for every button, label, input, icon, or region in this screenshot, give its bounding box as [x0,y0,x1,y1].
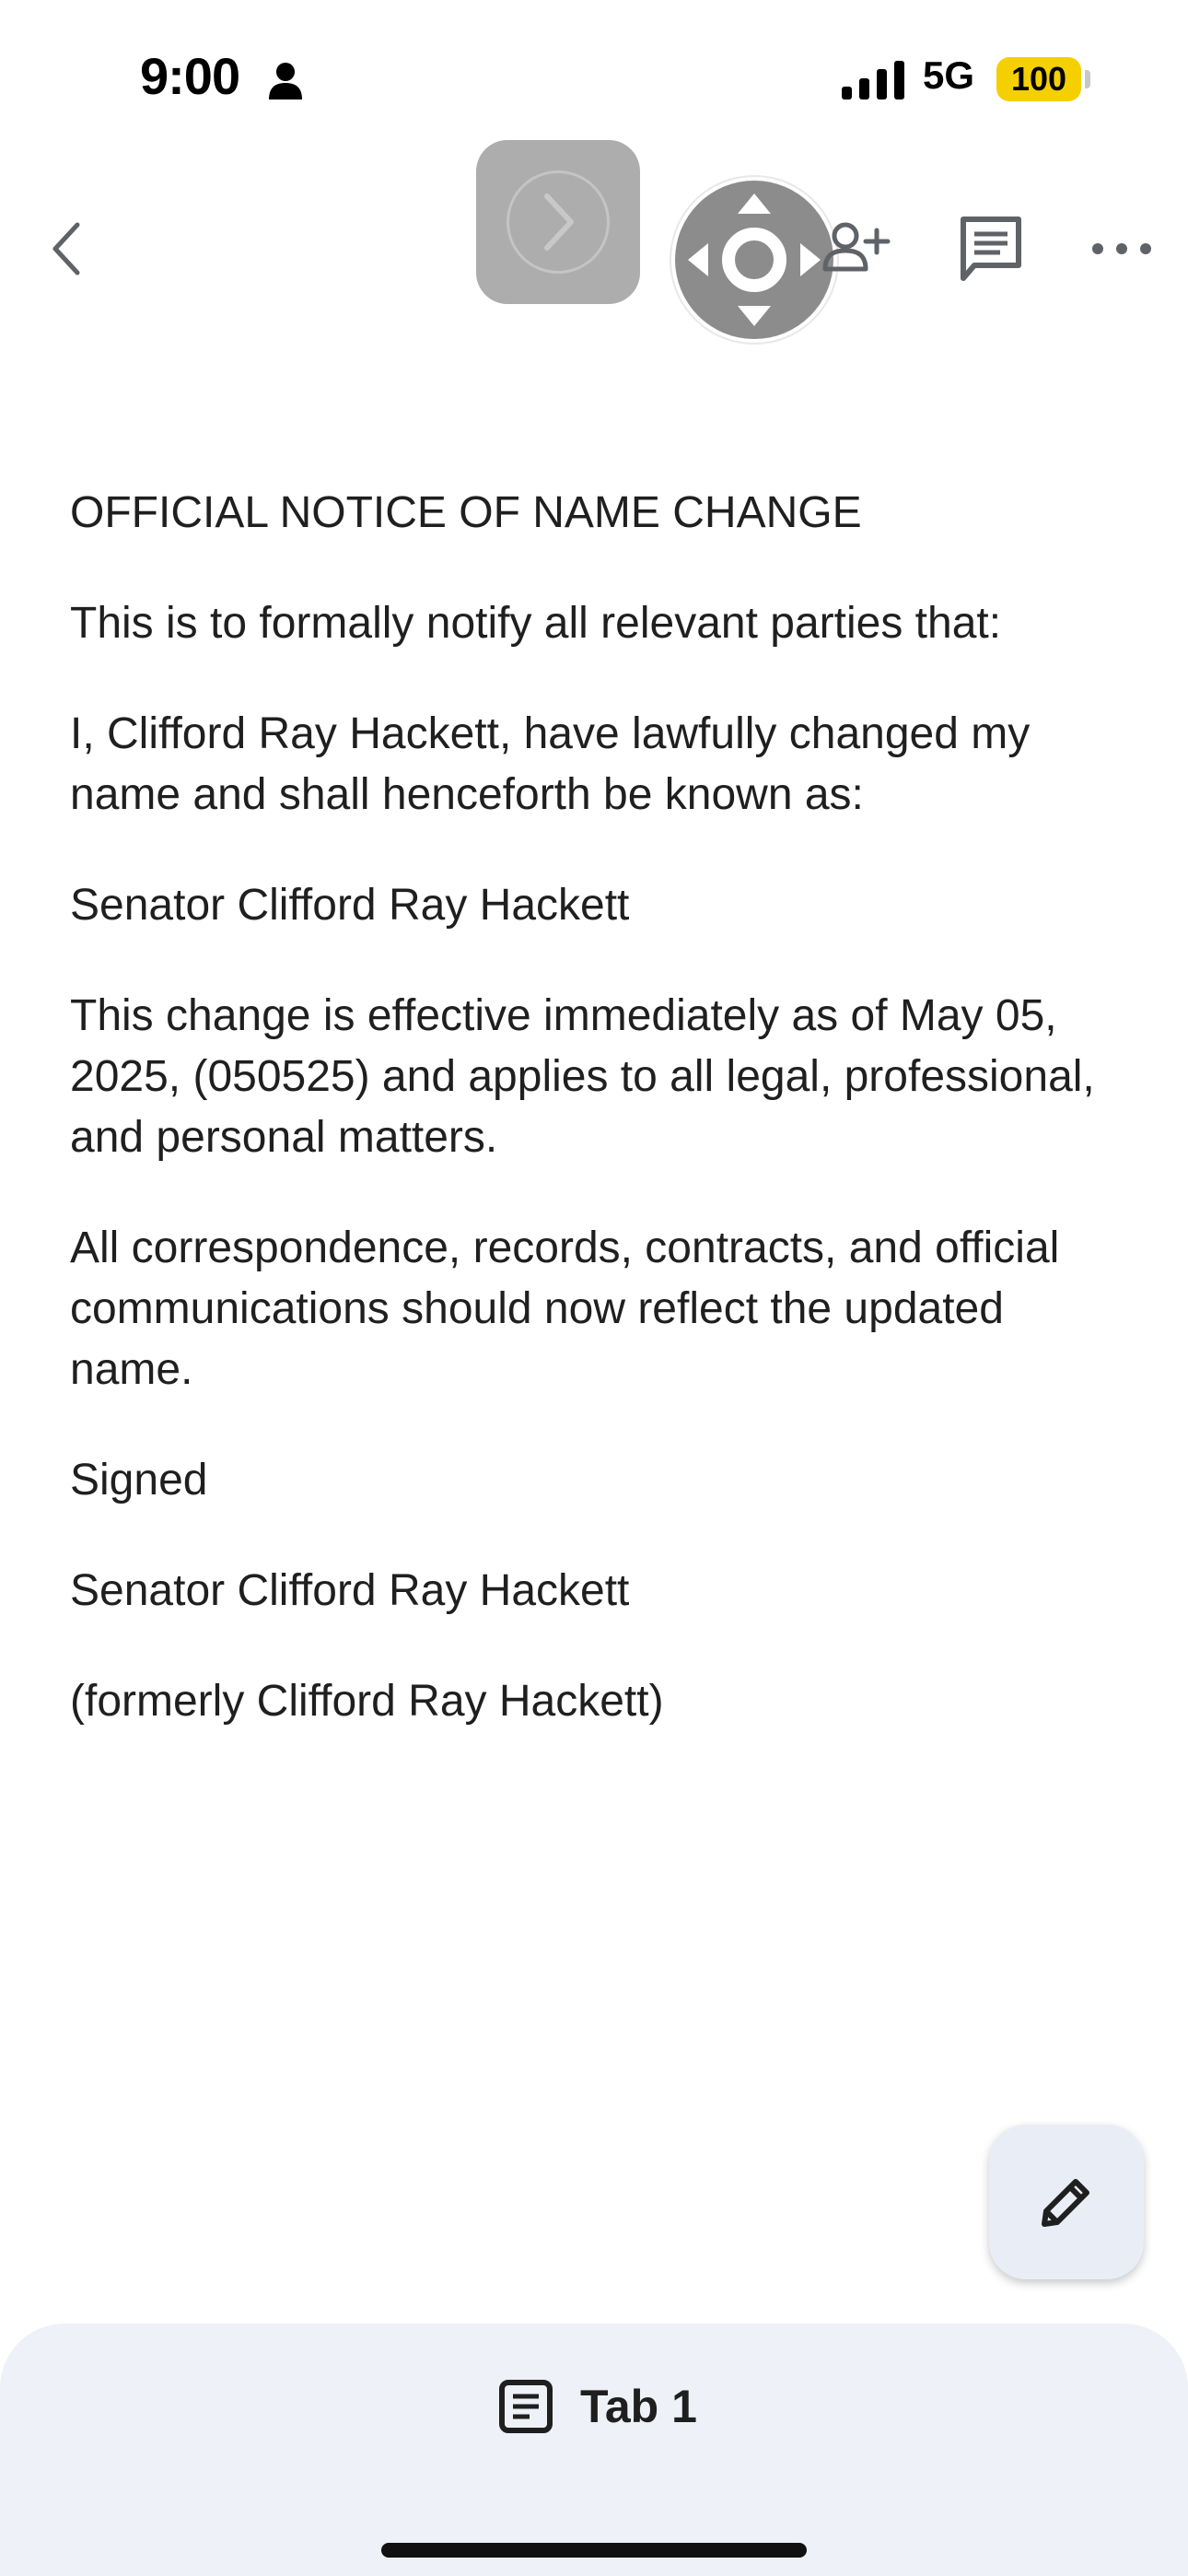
document-paragraph: All correspondence, records, contracts, and official communications should now reflect the updated name. [70,1224,1060,1394]
pencil-icon [1033,2169,1100,2235]
person-icon [267,61,304,101]
document-paragraph: Signed [70,1456,208,1505]
document-title: OFFICIAL NOTICE OF NAME CHANGE [70,488,862,537]
network-type: 5G [923,53,975,97]
back-button[interactable] [37,203,96,295]
document-paragraph: (formerly Clifford Ray Hackett) [70,1677,664,1726]
status-bar [0,0,1188,147]
forward-ring [507,170,610,274]
battery-tip [1085,70,1090,88]
forward-chevron-icon [538,189,578,255]
document-paragraph: I, Clifford Ray Hackett, have lawfully changed my name and shall henceforth be known as: [70,709,1031,819]
home-indicator[interactable] [381,2543,807,2558]
comment-icon[interactable] [954,212,1028,286]
back-chevron-icon [48,219,85,278]
top-toolbar [0,147,1188,350]
dpad-control[interactable] [675,181,833,339]
edit-button[interactable] [989,2125,1144,2279]
more-horizontal-icon[interactable] [1085,212,1159,286]
tab-1[interactable] [497,2370,697,2443]
status-time: 9:00 [140,47,240,105]
battery-level: 100 [996,57,1081,101]
document-paragraph: Senator Clifford Ray Hackett [70,1566,630,1615]
forward-overlay-button[interactable] [476,140,640,304]
add-person-icon[interactable] [820,212,893,286]
document-paragraph: This is to formally notify all relevant parties that: [70,599,1002,648]
document-paragraph: This change is effective immediately as of May 05, 2025, (050525) and applies to all legal, professional, and personal matters. [70,991,1095,1162]
bottom-tab-bar [0,2324,1188,2576]
dpad-icon [675,181,833,339]
document-icon [497,2378,554,2435]
document-paragraph: Senator Clifford Ray Hackett [70,881,630,930]
document-body [70,483,1120,1782]
tab-label: Tab 1 [580,2381,697,2432]
cellular-signal-icon [842,61,904,100]
